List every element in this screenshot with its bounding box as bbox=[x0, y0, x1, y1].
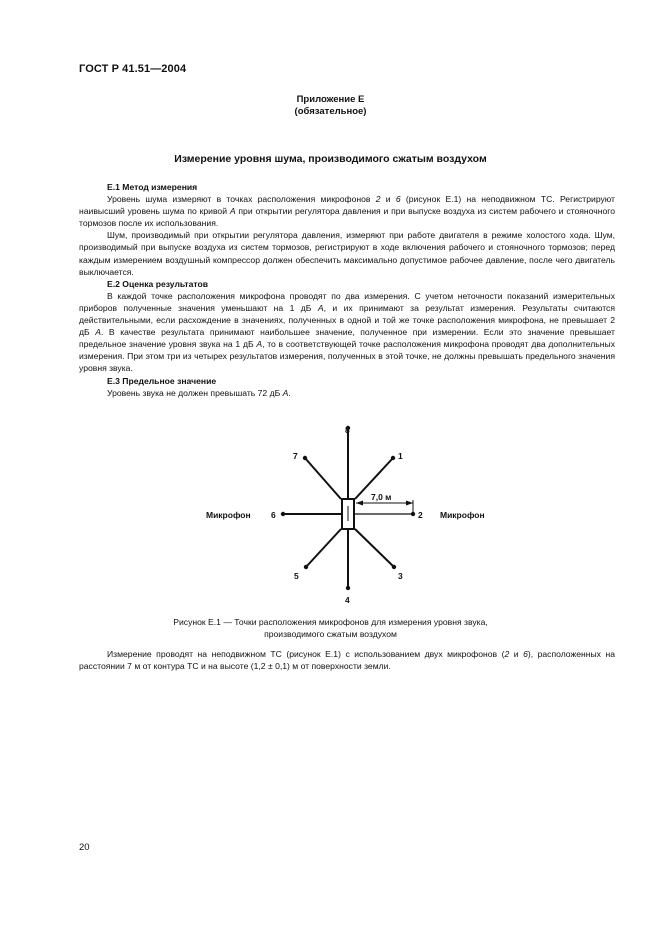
section-e2-heading: Е.2 Оценка результатов bbox=[107, 278, 209, 289]
point-label-1: 1 bbox=[398, 451, 403, 461]
point-label-4: 4 bbox=[345, 595, 350, 605]
section-e2-paragraph: В каждой точке расположения микрофона проводят по два измерения. С учетом неточности показаний измерительных приборов полученные значения уменьшают на 1 дБ А, и их принимают за результат измерения. Результаты считаются действительными, если расхождение в значениях, полученных в одной и той же точке расположения микрофона, не превышает 2 дБ А. В качестве результата принимают наибольшее значение, полученное при измерении. Если это значение превышает предельное значение уровня звука на 1 дБ А, то в соответствующей точке расположения микрофона проводят два дополнительных измерения. При этом три из четырех результатов измерения, полученных в этой точке, не должны превышать предельного значения уровня звука. bbox=[79, 290, 616, 374]
closing-text bbox=[79, 648, 615, 672]
figure-caption bbox=[0, 616, 661, 640]
distance-label: 7,0 м bbox=[371, 492, 392, 502]
ray-to-point-3 bbox=[355, 529, 394, 567]
microphone-point-4 bbox=[346, 586, 350, 590]
figure-caption-line-1: Рисунок Е.1 — Точки расположения микрофонов для измерения уровня звука, bbox=[173, 617, 488, 627]
page-number: 20 bbox=[79, 842, 90, 853]
microphone-point-2 bbox=[411, 512, 415, 516]
point-label-3: 3 bbox=[398, 571, 403, 581]
microphone-point-6 bbox=[281, 512, 285, 516]
point-label-2: 2 bbox=[418, 510, 423, 520]
section-e3-heading: Е.3 Предельное значение bbox=[107, 375, 217, 386]
appendix-status: (обязательное) bbox=[294, 106, 367, 117]
figure-microphone-layout bbox=[0, 420, 661, 610]
microphone-label-right: Микрофон bbox=[440, 510, 485, 520]
microphone-point-5 bbox=[304, 565, 308, 569]
dimension-arrow-left bbox=[356, 501, 363, 506]
document-header-code: ГОСТ Р 41.51—2004 bbox=[79, 63, 187, 75]
dimension-arrow-right bbox=[406, 501, 413, 506]
point-label-7: 7 bbox=[293, 451, 298, 461]
figure-caption-line-2: производимого сжатым воздухом bbox=[264, 629, 397, 639]
appendix-title bbox=[0, 94, 661, 118]
section-e1-heading: Е.1 Метод измерения bbox=[107, 182, 198, 192]
body-text-block bbox=[79, 181, 615, 399]
point-label-8: 8 bbox=[345, 425, 350, 435]
microphone-label-left: Микрофон bbox=[206, 510, 251, 520]
ray-to-point-5 bbox=[306, 529, 341, 567]
point-label-6: 6 bbox=[271, 510, 276, 520]
microphone-point-7 bbox=[303, 456, 307, 460]
appendix-label: Приложение Е bbox=[296, 94, 365, 105]
main-title: Измерение уровня шума, производимого сжатым воздухом bbox=[174, 153, 487, 165]
microphone-point-3 bbox=[392, 565, 396, 569]
microphone-point-1 bbox=[391, 456, 395, 460]
section-e1-paragraph-1: Уровень шума измеряют в точках расположения микрофонов 2 и 6 (рисунок Е.1) на неподвижном ТС. Регистрируют наивысший уровень шума по кривой А при открытии регулятора давления и при выпуске воздуха из систем рабочего и стояночного тормозов после их использования. bbox=[79, 194, 615, 229]
section-e3-paragraph: Уровень звука не должен превышать 72 дБ А. bbox=[107, 387, 291, 398]
point-label-5: 5 bbox=[294, 571, 299, 581]
section-e1-paragraph-2: Шум, производимый при открытии регулятора давления, измеряют при работе двигателя в режиме холостого хода. Шум, производимый при выпуске воздуха из систем тормозов, регистрируют в ходе включения рабочего и стояночного тормозов; перед каждым измерением воздушный компрессор должен обеспечить максимально допустимое рабочее давление, после чего двигатель выключается. bbox=[79, 230, 615, 277]
ray-to-point-7 bbox=[305, 458, 341, 499]
closing-paragraph: Измерение проводят на неподвижном ТС (рисунок Е.1) с использованием двух микрофонов (2 и 6), расположенных на расстоянии 7 м от контура ТС и на высоте (1,2 ± 0,1) м от поверхности земли. bbox=[79, 649, 615, 672]
